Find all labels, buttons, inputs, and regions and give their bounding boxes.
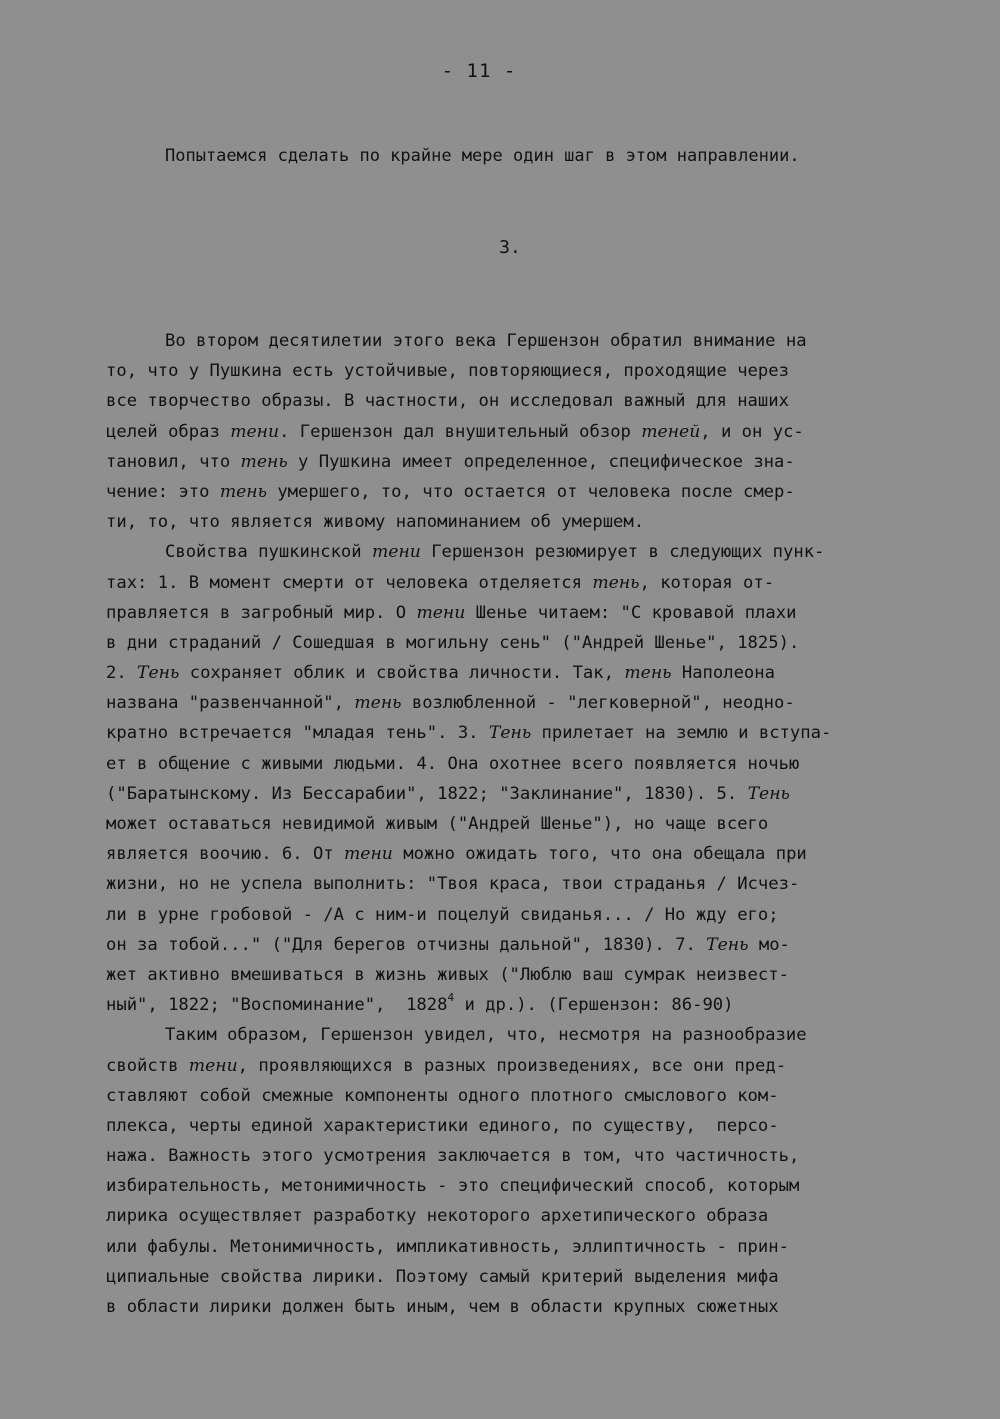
text-line bbox=[106, 718, 936, 748]
text-line bbox=[106, 688, 936, 718]
text-run: или фабулы. Метонимичность, импликативность, эллиптичность - прин- bbox=[106, 1236, 789, 1257]
text-line bbox=[106, 568, 936, 598]
text-run: умершего, то, что остается от человека после смер- bbox=[266, 481, 795, 502]
text-run: прилетает на землю и вступа- bbox=[531, 723, 832, 744]
text-line bbox=[106, 1081, 936, 1111]
italic-term: тени bbox=[230, 421, 280, 442]
text-line bbox=[106, 930, 936, 960]
text-line bbox=[106, 537, 936, 567]
text-line bbox=[106, 658, 936, 688]
text-run: в области лирики должен быть иным, чем в области крупных сюжетных bbox=[106, 1297, 779, 1317]
text-run: Таким образом, Гершензон увидел, что, несмотря на разнообразие bbox=[165, 1025, 807, 1046]
text-run: , и он ус- bbox=[700, 421, 804, 442]
italic-term: тени bbox=[344, 844, 393, 865]
text-line bbox=[106, 477, 936, 507]
text-run: у Пушкина имеет определенное, специфическое зна- bbox=[287, 451, 795, 472]
italic-term: Тень bbox=[706, 934, 749, 955]
text-run: избирательность, метонимичность - это специфический способ, которым bbox=[106, 1176, 800, 1197]
text-run: 2. bbox=[106, 663, 138, 684]
italic-term: тень bbox=[624, 663, 672, 684]
text-run: правляется в загробный мир. О bbox=[106, 602, 417, 623]
text-run: в дни страданий / Сошедшая в могильну сень" ("Андрей Шенье", 1825). bbox=[106, 632, 800, 653]
text-line bbox=[106, 507, 936, 537]
text-run: чение: это bbox=[106, 481, 220, 502]
text-line bbox=[106, 1201, 936, 1231]
body-text bbox=[106, 326, 936, 1322]
text-line bbox=[106, 417, 936, 447]
text-run: ("Баратынскому. Из Бессарабии", 1822; "Заклинание", 1830). 5. bbox=[106, 783, 748, 804]
italic-term: тень bbox=[240, 451, 288, 472]
text-run: жизни, но не успела выполнить: "Твоя краса, твои страданья / Исчез- bbox=[106, 874, 800, 895]
text-run: все творчество образы. В частности, он исследовал важный для наших bbox=[106, 391, 789, 412]
text-line bbox=[106, 326, 936, 356]
text-line bbox=[106, 1292, 936, 1322]
text-line bbox=[106, 1111, 936, 1141]
text-line bbox=[106, 749, 936, 779]
text-run: можно ожидать того, что она обещала при bbox=[392, 844, 807, 865]
text-run: свойств bbox=[106, 1055, 189, 1076]
text-run: . Гершензон дал внушительный обзор bbox=[279, 421, 642, 442]
italic-term: тень bbox=[354, 693, 402, 714]
text-run: сохраняет облик и свойства личности. Так, bbox=[179, 663, 625, 684]
text-line bbox=[106, 356, 936, 386]
text-run: ный", 1822; "Воспоминание", 1828 bbox=[106, 995, 448, 1016]
text-run: то, что у Пушкина есть устойчивые, повторяющиеся, проходящие через bbox=[106, 361, 789, 382]
text-line bbox=[106, 1051, 936, 1081]
italic-term: Тень bbox=[137, 663, 180, 684]
text-line bbox=[106, 1141, 936, 1171]
text-run: Наполеона bbox=[671, 663, 775, 684]
intro-paragraph: Попытаемся сделать по крайне мере один шаг в этом направлении. bbox=[165, 146, 800, 166]
text-run: лирика осуществляет разработку некоторого архетипического образа bbox=[106, 1206, 769, 1227]
text-run: ставляют собой смежные компоненты одного плотного смыслового ком- bbox=[106, 1085, 779, 1106]
text-line bbox=[106, 628, 936, 658]
text-run: ципиальные свойства лирики. Поэтому самый критерий выделения мифа bbox=[106, 1266, 779, 1287]
page-number: - 11 - bbox=[441, 60, 517, 82]
text-line bbox=[106, 598, 936, 628]
text-run: , проявляющихся в разных произведениях, все они пред- bbox=[237, 1055, 787, 1076]
italic-term: тень bbox=[219, 481, 267, 502]
text-run: целей образ bbox=[106, 421, 231, 442]
text-run: кратно встречается "младая тень". 3. bbox=[106, 723, 489, 744]
text-run: и др.). (Гершензон: 86-90) bbox=[454, 995, 734, 1016]
text-run: может оставаться невидимой живым ("Андрей Шенье"), но чаще всего bbox=[106, 814, 769, 834]
section-number: 3. bbox=[499, 237, 521, 258]
text-run: Гершензон резюмирует в следующих пунк- bbox=[420, 542, 825, 563]
footnote-marker: 4 bbox=[447, 991, 455, 1005]
text-line bbox=[106, 1232, 936, 1262]
italic-term: тени bbox=[188, 1055, 238, 1076]
text-run: тах: 1. В момент смерти от человека отделяется bbox=[106, 572, 593, 593]
text-line bbox=[106, 386, 936, 416]
text-line bbox=[106, 1020, 936, 1050]
text-run: Во втором десятилетии этого века Гершензон обратил внимание на bbox=[165, 331, 807, 351]
text-line bbox=[106, 839, 936, 869]
text-line bbox=[106, 1262, 936, 1292]
text-run: плекса, черты единой характеристики единого, по существу, персо- bbox=[106, 1115, 779, 1136]
text-run: является воочию. 6. От bbox=[106, 844, 344, 865]
text-line bbox=[106, 990, 936, 1020]
text-run: Свойства пушкинской bbox=[165, 542, 372, 563]
text-line bbox=[106, 869, 936, 899]
text-run: ет в общение с живыми людьми. 4. Она охотнее всего появляется ночью bbox=[106, 753, 800, 774]
italic-term: Тень bbox=[747, 783, 790, 804]
text-line bbox=[106, 809, 936, 839]
italic-term: тень bbox=[592, 572, 640, 593]
text-run: нажа. Важность этого усмотрения заключается в том, что частичность, bbox=[106, 1146, 800, 1167]
text-run: , которая от- bbox=[639, 572, 775, 593]
italic-term: Тень bbox=[488, 723, 532, 744]
text-line bbox=[106, 447, 936, 477]
italic-term: тени bbox=[371, 542, 421, 563]
text-run: названа "развенчанной", bbox=[106, 693, 355, 714]
italic-term: тени bbox=[416, 602, 466, 623]
text-line bbox=[106, 779, 936, 809]
text-line bbox=[106, 900, 936, 930]
text-run: ли в урне гробовой - /А с ним-и поцелуй свиданья... / Но жду его; bbox=[106, 904, 779, 925]
text-run: он за тобой..." ("Для берегов отчизны дальной", 1830). 7. bbox=[106, 934, 707, 955]
text-line bbox=[106, 960, 936, 990]
text-line bbox=[106, 1171, 936, 1201]
text-run: тановил, что bbox=[106, 451, 241, 472]
text-run: Шенье читаем: "С кровавой плахи bbox=[465, 602, 797, 623]
text-run: жет активно вмешиваться в жизнь живых ("Люблю ваш сумрак неизвест- bbox=[106, 964, 789, 985]
italic-term: теней bbox=[641, 421, 701, 442]
text-run: возлюбленной - "легковерной", неодно- bbox=[401, 693, 795, 714]
text-run: ти, то, что является живому напоминанием об умершем. bbox=[106, 512, 645, 533]
text-run: мо- bbox=[748, 934, 790, 955]
